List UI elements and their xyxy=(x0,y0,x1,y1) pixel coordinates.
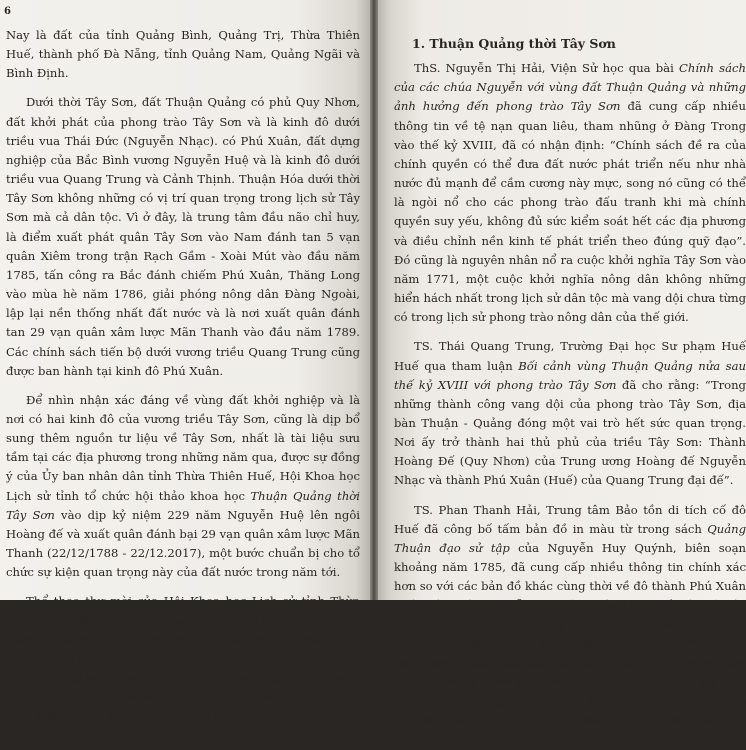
book-gutter xyxy=(370,0,378,600)
italic-title: Chính sách của các chúa Nguyễn với vùng đất Thuận Quảng và những ảnh hưởng đến phong trào Tây Sơn xyxy=(394,61,746,114)
left-page xyxy=(0,0,370,724)
paragraph: TS. Phan Thanh Hải, Trung tâm Bảo tồn di tích cố đô Huế đã công bố tấm bản đồ in màu từ trong sách Quảng Thuận đạo sử tập của Nguyễn Huy Quýnh, biên soạn khoảng năm 1785, đã cung cấp nhiều thông tin chính xác hơn so với các bản đồ khác cùng thời về đô thành Phú Xuân dưới thời chúa Nguyễn, sau này chúa Trịnh kế thừa và Tây Sơn tiếp tục sử dụng, trong đó có chi tiết cần được quan tâm là vị trí phủ Dương Xuân, tác giả phân tích: “Theo đó, phủ Dương Xuân phải nằm gần sát bờ sông An Cựu và cũng khá gần sông Hương. Có về vị trí này chính là vị trí phía sau nhà ga Huế, gần cánh đồng Bàu Vá mà Léopol Cadière đã từng xác định chứ không phải tại khu vực chùa Vạn Phước như Nguyễn Đắc Xuân khẳng định”. xyxy=(394,502,746,747)
right-page xyxy=(378,0,746,747)
italic-title: Bối cảnh vùng Thuận Quảng nửa sau thế kỷ XVIII với phong trào Tây Sơn xyxy=(394,358,746,392)
section-title: 1. Thuận Quảng thời Tây Sơn xyxy=(412,36,616,51)
italic-title: Quảng Thuận đạo sử tập xyxy=(394,521,746,555)
paragraph: Dưới thời Tây Sơn, đất Thuận Quảng có phủ Quy Nhơn, đất khởi phát của phong trào Tây Sơn và là kinh đô dưới triều vua Thái Đức (Nguyễn Nhạc). có Phú Xuân, đất dựng nghiệp của Bắc Bình vương Nguyễn Huệ và là kinh đô dưới triều vua Quang Trung và Cảnh Thịnh. Thuận Hóa dưới thời Tây Sơn không những có vị trí quan trọng trong lịch sử Tây Sơn mà cả dân tộc. Vì ở đây, là trung tâm đầu não chỉ huy, là điểm xuất phát quân Tây Sơn vào Nam đánh tan 5 vạn quân Xiêm trong trận Rạch Gầm - Xoài Mút vào đầu năm 1785, tấn công ra Bắc đánh chiếm Phú Xuân, Thăng Long vào mùa hè năm 1786, giải phóng nông dân Đàng Ngoài, lập lại nền thống nhất đất nước và là nơi xuất quân đánh tan 29 vạn quân xâm lược Mãn Thanh vào đầu năm 1789. Các chính sách tiến bộ dưới vương triều Quang Trung cũng được ban hành tại kinh đô Phú Xuân. xyxy=(6,95,360,378)
paragraph: Để nhìn nhận xác đáng về vùng đất khởi nghiệp và là nơi có hai kinh đô của vương triều Tây Sơn, cũng là dịp bổ sung thêm nguồn tư liệu về Tây Sơn, nhất là tài liệu sưu tầm tại các địa phương trong những năm qua, được sự đồng ý của Ủy ban nhân dân tỉnh Thừa Thiên Huế, Hội Khoa học Lịch sử tỉnh tổ chức hội thảo khoa học Thuận Quảng thời Tây Sơn vào dịp kỷ niệm 229 năm Nguyễn Huệ lên ngôi Hoàng đế và xuất quân đánh bại 29 vạn quân xâm lược Mãn Thanh (22/12/1788 - 22/12.2017), một bước chuẩn bị cho tổ chức sự kiện quan trọng này của đất nước trong năm tới. xyxy=(6,392,361,580)
paragraph: ThS. Nguyễn Thị Hải, Viện Sử học qua bài Chính sách của các chúa Nguyễn với vùng đất Thuận Quảng và những ảnh hưởng đến phong trào Tây Sơn đã cung cấp nhiều thông tin về tệ nạn quan liêu, tham nhũng ở Đàng Trong vào thế kỷ XVIII, đã có nhận định: “Chính sách đề ra của chính quyền có thể đưa đất nước phát triển nếu như nhà nước đủ mạnh để cầm cương này mực, song nó cũng có thể là ngòi nổ cho các phong trào đấu tranh khi mà chính quyền suy yếu, không đủ sức kiểm soát hết các địa phương và điều chỉnh nền kinh tế phát triển theo đúng quỹ đạo”. Đó cũng là nguyên nhân nổ ra cuộc khởi nghĩa Tây Sơn vào năm 1771, một cuộc khởi nghĩa nông dân không những hiển hách nhất trong lịch sử dân tộc mà vang dội chưa từng có trong lịch sử phong trào nông dân của thế giới. xyxy=(394,61,746,325)
italic-title: Thuận Quảng thời Tây Sơn xyxy=(6,488,360,522)
page-number: 6 xyxy=(4,6,11,17)
paragraph: Thể theo thư mời của Hội Khoa học Lịch sử tỉnh Thừa Thiên Huế, đã có nhiều nhà nghiên cứu ở Hà Nội, Huế, Quy Nhơn và thành phố Hồ Chí Minh viết bài cho hội thảo và đã có 23 tham luận được biên tập, in trong tập Kỷ yếu. Trong đó, có 13 bài bám theo chủ đề Thuận Quảng thời Tây Sơn, 3 bài về lăng miếu của vua Quang Trung, số bài còn lại là phát hiện mới về tư liệu và bảo tồn di sản thời Tây Sơn. xyxy=(6,594,360,724)
paragraph: TS. Thái Quang Trung, Trường Đại học Sư phạm Huế Huế qua tham luận Bối cảnh vùng Thuận Quảng nửa sau thế kỷ XVIII với phong trào Tây Sơn đã cho rằng: “Trong những thành công vang dội của phong trào Tây Sơn, địa bàn Thuận - Quảng đóng một vai trò hết sức quan trọng. Nơi ấy trở thành hai thủ phủ của triều Tây Sơn: Thành Hoàng Đế (Quy Nhơn) của Trung ương Hoàng đế Nguyễn Nhạc và thành Phú Xuân (Huế) của Quang Trung đại đế”. xyxy=(394,339,746,488)
paragraph: Nay là đất của tỉnh Quảng Bình, Quảng Trị, Thừa Thiên Huế, thành phố Đà Nẵng, tỉnh Quảng Nam, Quảng Ngãi và Bình Định. xyxy=(6,28,360,81)
